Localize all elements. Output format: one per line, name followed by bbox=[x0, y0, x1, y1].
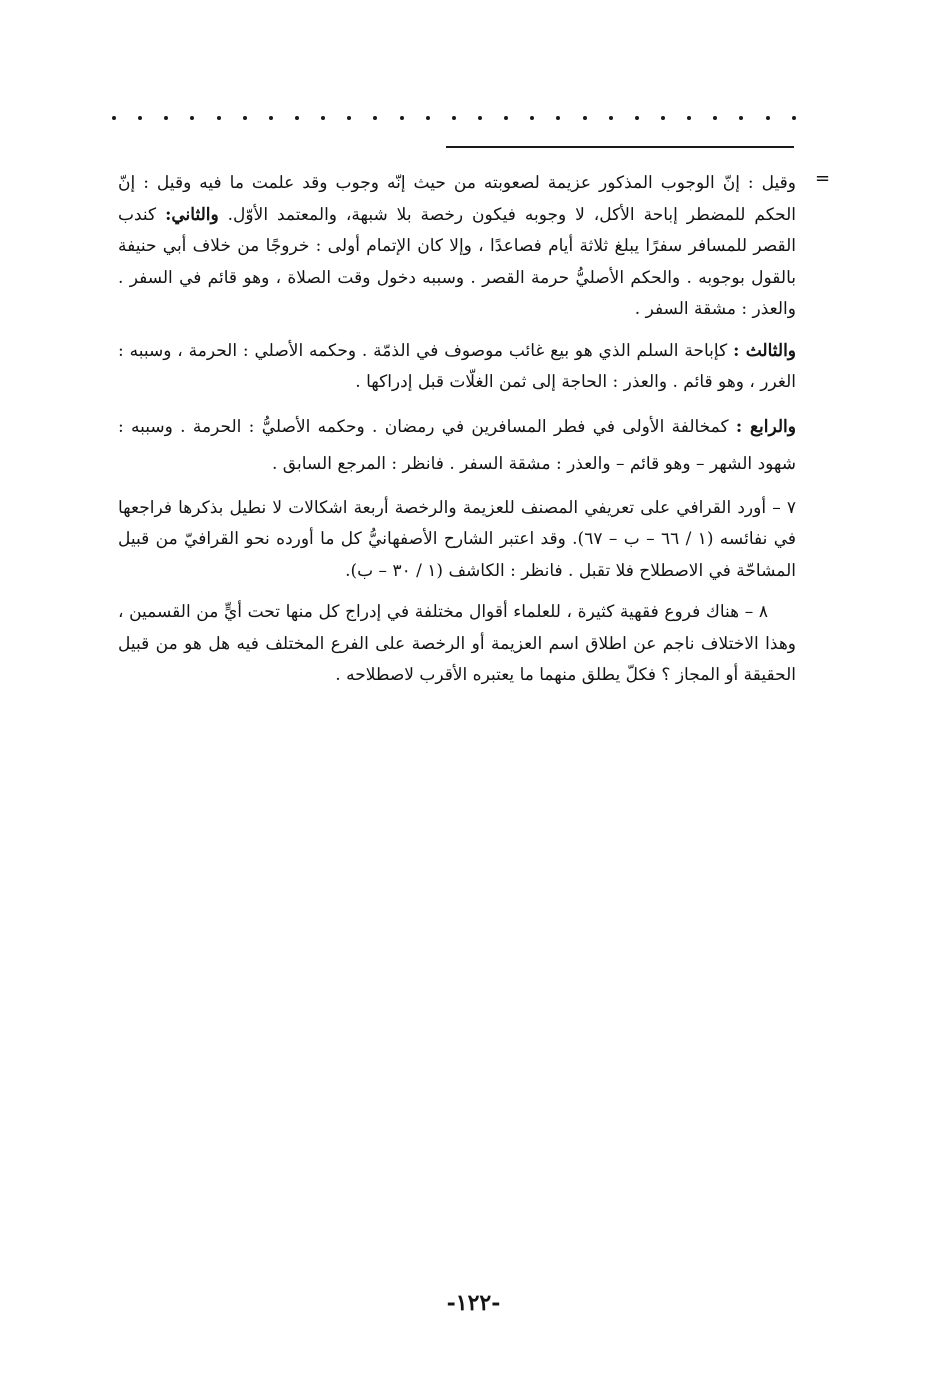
footnotes-block bbox=[118, 168, 796, 702]
footnote-text: كمخالفة الأولى في فطر المسافرين في رمضان . وحكمه الأصليُّ : الحرمة . وسببه : شهود الشهر – وهو قائم – والعذر : مشقة السفر . فانظر : المرجع السابق . bbox=[118, 416, 796, 474]
footnote-7: ٧ – أورد القرافي على تعريفي المصنف للعزيمة والرخصة أربعة اشكالات لا نطيل بذكرها فراجعها في نفائسه (١ / ٦٦ – ب – ٦٧). وقد اعتبر الشارح الأصفهانيُّ كل ما أورده نحو القرافيّ من قبيل المشاحّة في الاصطلاح فلا تقبل . فانظر : الكاشف (١ / ٣٠ – ب). bbox=[118, 497, 796, 581]
footnote-rule bbox=[446, 146, 794, 148]
footnote-8: ٨ – هناك فروع فقهية كثيرة ، للعلماء أقوال مختلفة في إدراج كل منها تحت أيٍّ من القسمين ، وهذا الاختلاف ناجم عن اطلاق اسم العزيمة أو الرخصة على الفرع المختلف فيه هل هو من قبيل الحقيقة أو المجاز ؟ فكلّ يطلق منهما ما يعتبره الأقرب لاصطلاحه . bbox=[118, 602, 796, 685]
footnote-text: كإباحة السلم الذي هو بيع غائب موصوف في الذمّة . وحكمه الأصلي : الحرمة ، وسببه : الغرر ، وهو قائم . والعذر : الحاجة إلى ثمن الغلّات قبل إدراكها . bbox=[118, 340, 796, 392]
footnote-paragraph bbox=[118, 336, 796, 399]
footnote-paragraph bbox=[118, 168, 796, 326]
footnote-label: والثاني: bbox=[165, 204, 219, 225]
footnote-text: وقيل : إنّ الوجوب المذكور عزيمة لصعوبته من حيث إنّه وجوب وقد علمت ما فيه وقيل : إنّ الحكم للمضطر إباحة الأكل، لا وجوبه فيكون رخصة بلا شبهة، والمعتمد الأوّل. bbox=[118, 173, 796, 225]
footnote-label: والثالث : bbox=[733, 340, 797, 361]
footnote-paragraph bbox=[118, 409, 796, 483]
dotted-separator bbox=[112, 116, 796, 120]
footnote-label: والرابع : bbox=[735, 416, 796, 437]
footnote-text: كندب القصر للمسافر سفرًا يبلغ ثلاثة أيام فصاعدًا ، وإلا كان الإتمام أولى : خروجًا من خلاف أبي حنيفة بالقول بوجوبه . والحكم الأصليُّ حرمة القصر . وسببه دخول وقت الصلاة ، وهو قائم في السفر . والعذر : مشقة السفر . bbox=[118, 204, 796, 319]
page-number: -١٢٢- bbox=[446, 1290, 501, 1316]
continuation-mark: = bbox=[815, 168, 831, 189]
